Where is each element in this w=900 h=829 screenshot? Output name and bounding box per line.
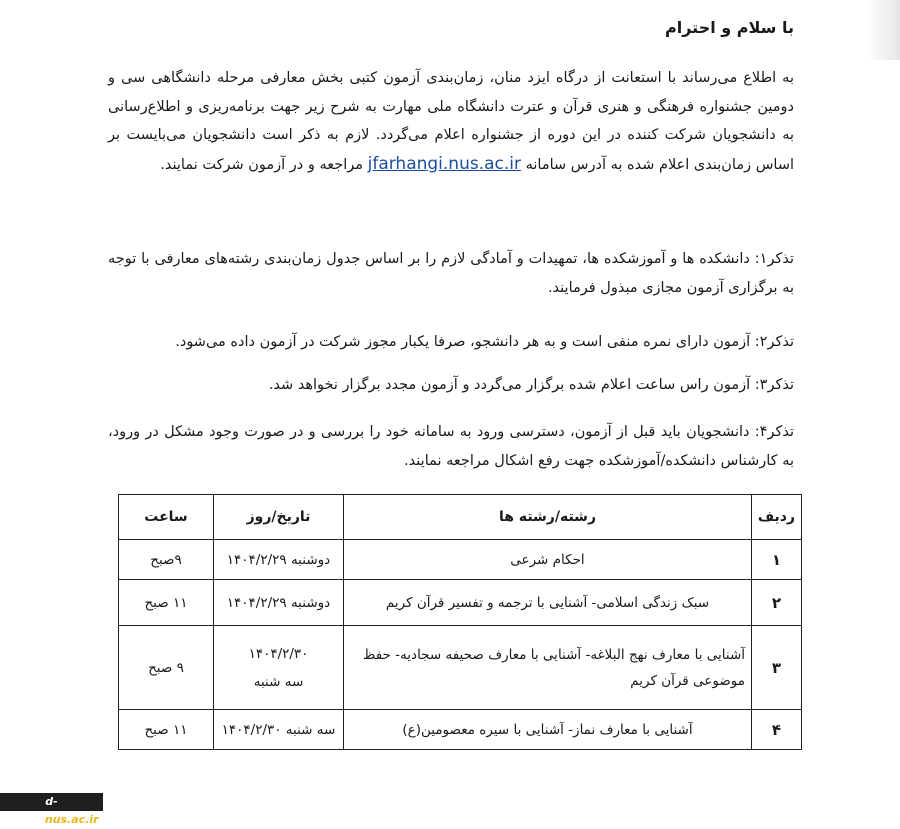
greeting-heading: با سلام و احترام xyxy=(665,18,794,37)
portal-link[interactable]: jfarhangi.nus.ac.ir xyxy=(367,153,521,174)
table-row xyxy=(119,626,802,710)
header-field: رشته/رشته ها xyxy=(344,495,752,540)
header-row-number: ردیف xyxy=(752,495,802,540)
table-row xyxy=(119,540,802,580)
intro-text: به اطلاع می‌رساند با استعانت از درگاه ایزد منان، زمان‌بندی آزمون کتبی بخش معارفی مرحله دانشگاهی سی و دومین جشنواره فرهنگی و هنری قرآن و عترت دانشگاه ملی مهارت به شرح زیر جهت برنامه‌ریزی و اطلاع‌رسانی به دانشجویان شرکت کننده در این دوره از جشنواره اعلام می‌گردد. لازم به ذکر است دانشجویان می‌بایست بر اساس زمان‌بندی اعلام شده به آدرس سامانه xyxy=(108,70,794,173)
time-cell: ۹صبح xyxy=(119,540,214,580)
day-line: سه شنبه xyxy=(253,673,304,690)
field-cell: احکام شرعی xyxy=(344,540,752,580)
note-1: تذکر۱: دانشکده ها و آموزشکده ها، تمهیدات و آمادگی لازم را بر اساس جدول زمان‌بندی رشته‌های معارفی با توجه به برگزاری آزمون مجازی مبذول فرمایند. xyxy=(108,251,794,296)
field-cell: سبک زندگی اسلامی- آشنایی با ترجمه و تفسیر قرآن کریم xyxy=(344,580,752,626)
intro-text-end: مراجعه و در آزمون شرکت نمایند. xyxy=(160,156,363,173)
page-edge-shadow xyxy=(866,0,900,60)
time-cell: ۱۱ صبح xyxy=(119,580,214,626)
date-cell: دوشنبه ۱۴۰۴/۲/۲۹ xyxy=(214,580,344,626)
header-date: تاریخ/روز xyxy=(214,495,344,540)
exam-schedule-table xyxy=(118,494,802,750)
note-2: تذکر۲: آزمون دارای نمره منفی است و به هر دانشجو، صرفا یکبار مجوز شرکت در آزمون داده می‌شود. xyxy=(175,334,794,350)
date-cell: دوشنبه ۱۴۰۴/۲/۲۹ xyxy=(214,540,344,580)
row-number: ۴ xyxy=(752,710,802,750)
header-time: ساعت xyxy=(119,495,214,540)
date-line: ۱۴۰۴/۲/۳۰ xyxy=(248,645,309,662)
table-row xyxy=(119,580,802,626)
table-header-row xyxy=(119,495,802,540)
table-row xyxy=(119,710,802,750)
time-cell: ۹ صبح xyxy=(119,626,214,710)
note-3: تذکر۳: آزمون راس ساعت اعلام شده برگزار می‌گردد و آزمون مجدد برگزار نخواهد شد. xyxy=(268,377,794,393)
site-watermark xyxy=(0,793,103,826)
row-number: ۳ xyxy=(752,626,802,710)
watermark-prefix: d-tabriz. xyxy=(4,795,58,826)
note-4: تذکر۴: دانشجویان باید قبل از آزمون، دسترسی ورود به سامانه خود را بررسی و در صورت وجود مشکل در ورود، به کارشناس دانشکده/آموزشکده جهت رفع اشکال مراجعه نمایند. xyxy=(108,424,794,469)
intro-paragraph xyxy=(108,64,794,179)
row-number: ۲ xyxy=(752,580,802,626)
field-cell: آشنایی با معارف نهج البلاغه- آشنایی با معارف صحیفه سجادیه- حفظ موضوعی قرآن کریم xyxy=(344,626,752,710)
date-cell: سه شنبه ۱۴۰۴/۲/۳۰ xyxy=(214,710,344,750)
time-cell: ۱۱ صبح xyxy=(119,710,214,750)
date-cell xyxy=(214,626,344,710)
watermark-accent: nus.ac.ir xyxy=(44,813,99,826)
row-number: ۱ xyxy=(752,540,802,580)
field-cell: آشنایی با معارف نماز- آشنایی با سیره معصومین(ع) xyxy=(344,710,752,750)
